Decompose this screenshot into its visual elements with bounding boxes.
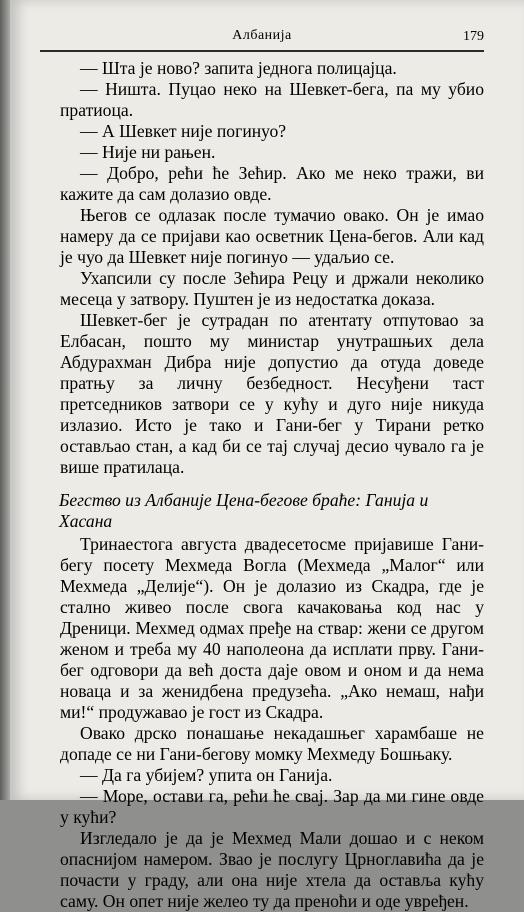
binding-shadow xyxy=(0,0,10,800)
paragraph: Његов се одлазак после тумачио овако. Он је имао намеру да се пријави као осветник Цена-бегов. Али кад је чуо да Шевкет није погинуо — удаљио се. xyxy=(60,205,484,267)
paragraph: — Море, остави га, рећи ће свај. Зар да ми гине овде у кући? xyxy=(60,786,484,827)
paragraph: — Добро, рећи ће Зећир. Ако ме неко тражи, ви кажите да сам долазио овде. xyxy=(60,163,484,204)
paragraph: Изгледало је да је Мехмед Мали дошао и с неком опаснијом намером. Звао је послугу Црноглавића да је почасти у граду, али она није хтела да оставља кућу саму. Он опет није желео ту да преноћи и оде увређен. xyxy=(60,828,484,911)
paragraph: Овако дрско понашање некадашњег харамбаше не допаде се ни Гани-бегову момку Мехмеду Бошњаку. xyxy=(60,723,484,764)
paragraph: — Није ни рањен. xyxy=(80,142,216,162)
paragraph: — Ништа. Пуцао неко на Шевкет-бега, па му убио пратиоца. xyxy=(60,79,484,120)
paragraph: Ухапсили су после Зећира Рецу и држали неколико месеца у затвору. Пуштен је из недостатка доказа. xyxy=(60,268,484,309)
running-header xyxy=(40,26,484,48)
page-body xyxy=(60,58,484,912)
section-heading: Бегство из Албаније Цена-бегове браће: Ганија и Хасана xyxy=(59,490,429,531)
paragraph: — Шта је ново? запита једнога полицајца. xyxy=(80,58,397,78)
running-title: Албанија xyxy=(232,28,292,43)
header-rule xyxy=(40,50,484,52)
paragraph: Тринаестога августа двадесетосме пријавише Гани-бегу посету Мехмеда Вогла (Мехмеда „Малог“ или Мехмеда „Делије“). Он је долазио из Скадра, где је стално живео после свога качаковања код нас у Дреници. Мехмед одмах пређе на ствар: жени се другом женом и треба му 40 наполеона да исплати прву. Гани-бег одговори да већ доста даје овом и оном и да нема новаца и за женидбена предузећа. „Ако немаш, нађи ми!“ продужавао је гост из Скадра. xyxy=(60,534,484,722)
paragraph: — Да га убијем? упита он Ганија. xyxy=(80,765,333,785)
paragraph: — А Шевкет није погинуо? xyxy=(80,121,287,141)
paragraph: Шевкет-бег је сутрадан по атентату отпутовао за Елбасан, пошто му министар унутрашњих дела Абдурахман Дибра није допустио да отуда доведе пратњу за личну безбедност. Несуђени таст претседников затвори се у кућу и дуго није никуда излазио. Исто је тако и Гани-бег у Тирани ретко остављао стан, а кад би се тај случај десио чувало га је више пратилаца. xyxy=(60,310,484,477)
page-number: 179 xyxy=(463,29,484,44)
